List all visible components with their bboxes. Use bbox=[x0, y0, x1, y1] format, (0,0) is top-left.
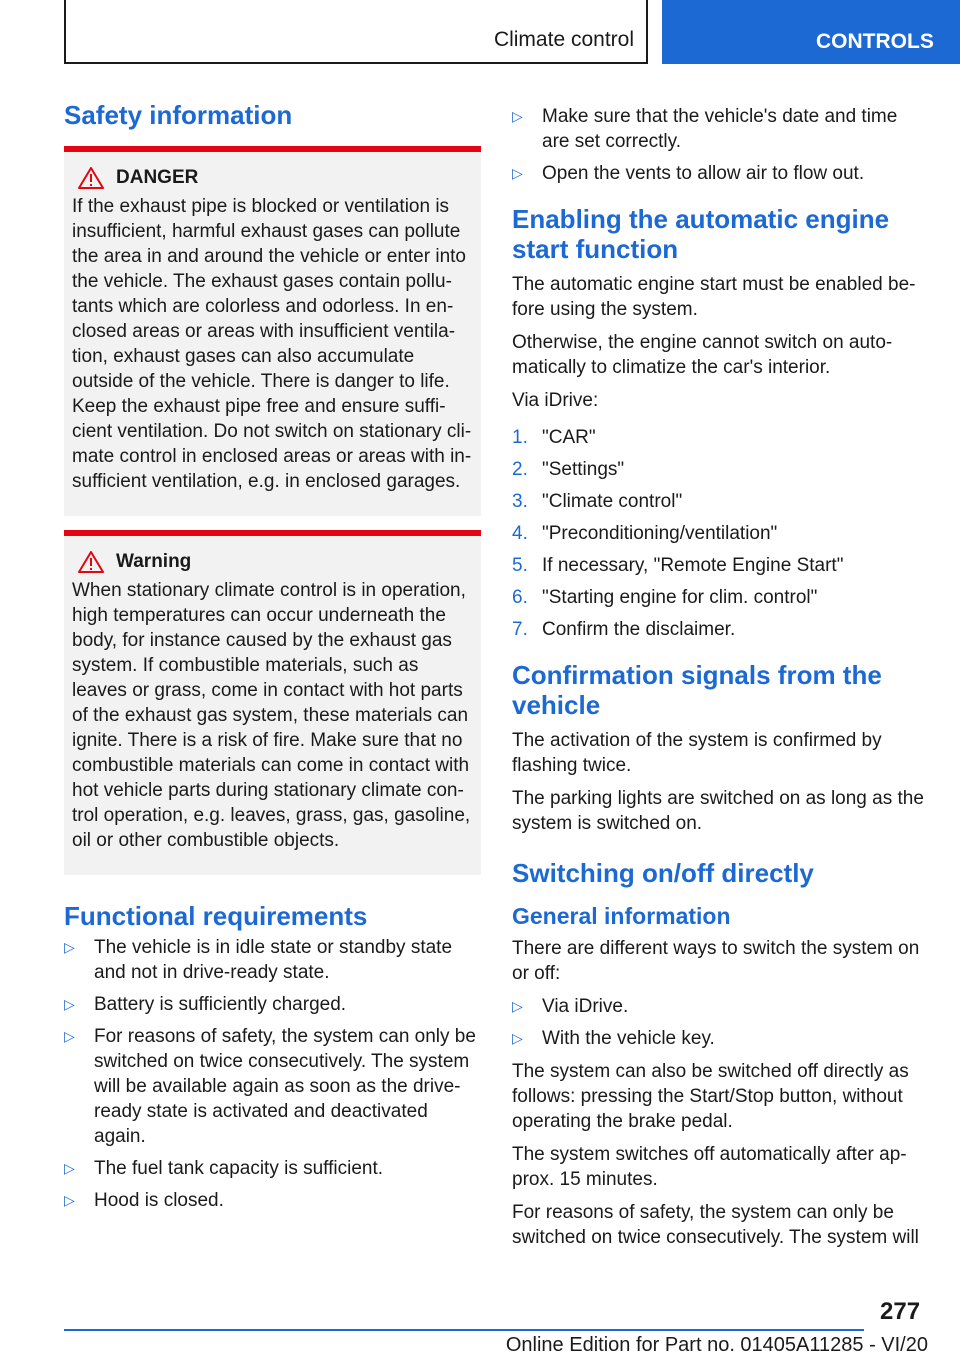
general-paragraph-3: The system switches off automatically after approx. 15 minutes. bbox=[512, 1144, 907, 1190]
right-column bbox=[512, 104, 928, 1258]
general-paragraph-4: For reasons of safety, the system can only be switched on twice consecutively. The system will bbox=[512, 1202, 919, 1248]
list-item: ▷ For reasons of safety, the system can only be switched on twice consecutively. The system will be available again as soon as the drive-ready state is activated and deactivated again. bbox=[64, 1026, 476, 1147]
danger-label: DANGER bbox=[116, 167, 199, 188]
danger-text: If the exhaust pipe is blocked or ventilation is insufficient, harmful exhaust gases can pollute the area in and around the vehicle or enter into the vehicle. The exhaust gases contain pollutants which are colorless and odorless. In enclosed areas or areas with insufficient ventilation, exhaust gases can also accumulate outside of the vehicle. There is danger to life. Keep the exhaust pipe free and ensure sufficient ventilation. Do not switch on stationary climate control in enclosed areas or areas with insufficient ventilation, e.g. in enclosed garages. bbox=[72, 196, 472, 492]
warning-box bbox=[64, 530, 481, 875]
triangle-bullet-icon: ▷ bbox=[512, 998, 523, 1014]
list-item: ▷ The vehicle is in idle state or standby state and not in drive-ready state. bbox=[64, 937, 453, 983]
enable-paragraph-3: Via iDrive: bbox=[512, 390, 599, 411]
triangle-bullet-icon: ▷ bbox=[512, 165, 523, 181]
warning-text: When stationary climate control is in operation, high temperatures can occur underneath the body, for instance caused by the exhaust gas system. If combustible materials, such as leaves or grass, come in contact with hot parts of the exhaust gas system, these materials can ignite. There is a risk of fire. Make sure that no combustible materials can come in contact with hot vehicle parts during stationary climate control operation, e.g. leaves, grass, gas, gasoline, oil or other combustible objects. bbox=[72, 580, 471, 851]
left-column bbox=[64, 100, 481, 1221]
preparation-list bbox=[512, 104, 928, 186]
step-item: 1. "CAR" bbox=[512, 427, 596, 448]
footer-divider bbox=[64, 1329, 864, 1331]
triangle-bullet-icon: ▷ bbox=[64, 1160, 75, 1176]
functional-requirements-list bbox=[64, 935, 481, 1213]
list-item: ▷ Hood is closed. bbox=[64, 1190, 224, 1211]
step-item: 4. "Preconditioning/ventilation" bbox=[512, 523, 778, 544]
step-item: 3. "Climate control" bbox=[512, 491, 683, 512]
enable-paragraph-2: Otherwise, the engine cannot switch on automatically to climatize the car's interior. bbox=[512, 332, 893, 378]
header-chapter-label: CONTROLS bbox=[816, 30, 934, 53]
enable-title: Enabling the automatic engine start function bbox=[512, 204, 890, 264]
safety-title: Safety information bbox=[64, 100, 293, 130]
general-paragraph-1: There are different ways to switch the system on or off: bbox=[512, 938, 920, 984]
list-item: ▷ Make sure that the vehicle's date and time are set correctly. bbox=[512, 106, 898, 152]
enable-steps-list bbox=[512, 425, 928, 642]
header-section-box bbox=[64, 0, 648, 64]
triangle-bullet-icon: ▷ bbox=[64, 939, 75, 955]
header-section-title: Climate control bbox=[493, 28, 634, 51]
list-item: ▷ The fuel tank capacity is sufficient. bbox=[64, 1158, 384, 1179]
confirmation-paragraph-1: The activation of the system is confirmed by flashing twice. bbox=[512, 730, 882, 776]
general-paragraph-2: The system can also be switched off directly as follows: pressing the Start/Stop button, without operating the brake pedal. bbox=[512, 1061, 909, 1132]
triangle-bullet-icon: ▷ bbox=[512, 108, 523, 124]
warning-label: Warning bbox=[116, 551, 192, 572]
functional-requirements-title: Functional requirements bbox=[64, 901, 368, 931]
warning-triangle-icon bbox=[78, 167, 104, 189]
confirmation-paragraph-2: The parking lights are switched on as long as the system is switched on. bbox=[512, 788, 924, 834]
warning-triangle-icon bbox=[78, 551, 104, 573]
triangle-bullet-icon: ▷ bbox=[512, 1030, 523, 1046]
step-item: 7. Confirm the disclaimer. bbox=[512, 619, 736, 640]
triangle-bullet-icon: ▷ bbox=[64, 1028, 75, 1044]
page-number: 277 bbox=[880, 1298, 921, 1325]
confirmation-title: Confirmation signals from the vehicle bbox=[512, 660, 882, 720]
triangle-bullet-icon: ▷ bbox=[64, 1192, 75, 1208]
switching-title: Switching on/off directly bbox=[512, 858, 814, 888]
enable-paragraph-1: The automatic engine start must be enabled before using the system. bbox=[512, 274, 916, 320]
step-item: 6. "Starting engine for clim. control" bbox=[512, 587, 818, 608]
step-item: 2. "Settings" bbox=[512, 459, 625, 480]
list-item: ▷ Open the vents to allow air to flow out. bbox=[512, 163, 865, 184]
list-item: ▷ Battery is sufficiently charged. bbox=[64, 994, 347, 1015]
footer-edition: Online Edition for Part no. 01405A11285 - VI/20 bbox=[505, 1334, 928, 1356]
step-item: 5. If necessary, "Remote Engine Start" bbox=[512, 555, 844, 576]
list-item: ▷ Via iDrive. bbox=[512, 996, 629, 1017]
list-item: ▷ With the vehicle key. bbox=[512, 1028, 715, 1049]
danger-box bbox=[64, 146, 481, 516]
triangle-bullet-icon: ▷ bbox=[64, 996, 75, 1012]
general-options-list bbox=[512, 994, 928, 1051]
header-chapter-tab bbox=[662, 0, 960, 64]
general-information-title: General information bbox=[512, 903, 731, 929]
